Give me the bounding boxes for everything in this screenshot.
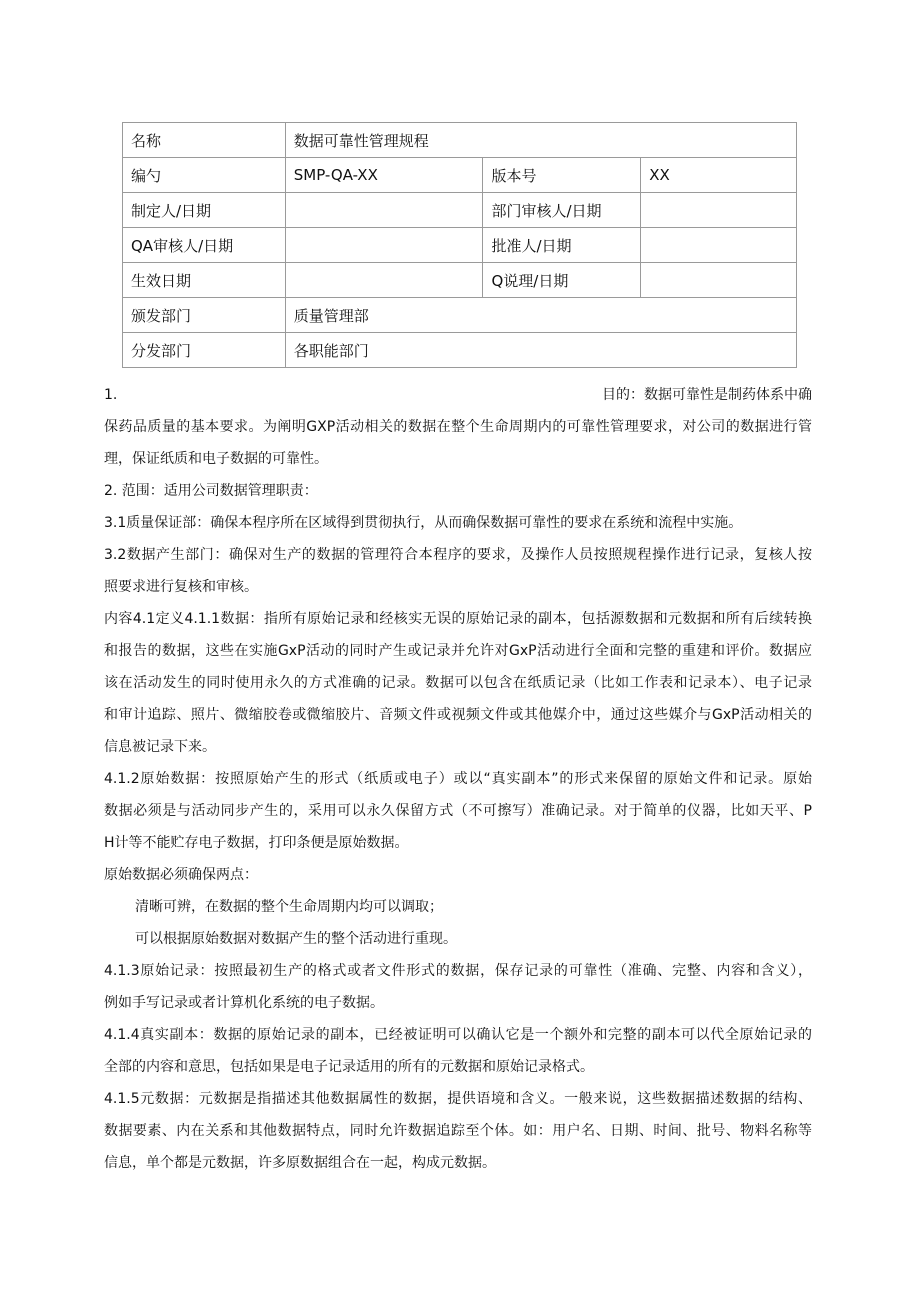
text-line: 3.1质量保证部：确保本程序所在区域得到贯彻执行，从而确保数据可靠性的要求在系统和流程中实施。 — [104, 515, 743, 531]
text-line: 可以根据原始数据对数据产生的整个活动进行重现。 — [135, 931, 457, 947]
field-value — [285, 193, 483, 228]
text-line: 原始数据必须确保两点： — [104, 867, 258, 883]
text-line: 和报告的数据，这些在实施GxP活动的同时产生或记录并允许对GxP活动进行全面和完整的重建和评价。数据应 — [104, 643, 812, 659]
text-line: 数据要素、内在关系和其他数据特点，同时允许数据追踪至个体。如：用户名、日期、时间、批号、物料名称等 — [104, 1123, 812, 1139]
purpose-text: 目的：数据可靠性是制药体系中确 — [602, 387, 812, 403]
table-row — [123, 333, 797, 368]
field-value: 数据可靠性管理规程 — [285, 123, 796, 158]
field-label: 版本号 — [483, 158, 641, 193]
section-1-first-line — [104, 379, 812, 411]
field-label: 部门审核人/日期 — [483, 193, 641, 228]
field-value — [641, 193, 797, 228]
text-line: H计等不能贮存电子数据，打印条便是原始数据。 — [104, 835, 409, 851]
section-number: 1. — [104, 387, 118, 403]
field-label: 颁发部门 — [123, 298, 286, 333]
document-header-table — [122, 122, 797, 368]
text-line: 4.1.4真实副本：数据的原始记录的副本，已经被证明可以确认它是一个额外和完整的副本可以代全原始记录的 — [104, 1027, 812, 1043]
field-value — [641, 228, 797, 263]
text-line: 2. 范围：适用公司数据管理职责： — [104, 483, 318, 499]
field-value — [285, 228, 483, 263]
text-line: 4.1.5元数据：元数据是指描述其他数据属性的数据，提供语境和含义。一般来说，这些数据描述数据的结构、 — [104, 1091, 812, 1107]
field-label: QA审核人/日期 — [123, 228, 286, 263]
field-label: 生效日期 — [123, 263, 286, 298]
text-line: 3.2数据产生部门：确保对生产的数据的管理符合本程序的要求，及操作人员按照规程操作进行记录，复核人按 — [104, 547, 812, 563]
table-row — [123, 298, 797, 333]
field-value: SMP-QA-XX — [285, 158, 483, 193]
field-value: XX — [641, 158, 797, 193]
field-value — [641, 263, 797, 298]
text-line: 4.1.3原始记录：按照最初生产的格式或者文件形式的数据，保存记录的可靠性（准确、完整、内容和含义）， — [104, 963, 812, 979]
table-row — [123, 228, 797, 263]
text-line: 信息被记录下来。 — [104, 739, 216, 755]
text-line: 和审计追踪、照片、微缩胶卷或微缩胶片、音频文件或视频文件或其他媒介中，通过这些媒介与GxP活动相关的 — [104, 707, 812, 723]
field-label: 编勺 — [123, 158, 286, 193]
field-label: 分发部门 — [123, 333, 286, 368]
text-line: 信息，单个都是元数据，许多原数据组合在一起，构成元数据。 — [104, 1155, 496, 1171]
text-line: 全部的内容和意思，包括如果是电子记录适用的所有的元数据和原始记录格式。 — [104, 1059, 594, 1075]
field-label: 名称 — [123, 123, 286, 158]
field-label: Q说理/日期 — [483, 263, 641, 298]
field-value — [285, 263, 483, 298]
table-row — [123, 193, 797, 228]
text-line: 清晰可辨，在数据的整个生命周期内均可以调取； — [135, 899, 443, 915]
field-label: 批准人/日期 — [483, 228, 641, 263]
document-body — [104, 379, 812, 1179]
table-row — [123, 123, 797, 158]
text-line: 理，保证纸质和电子数据的可靠性。 — [104, 451, 328, 467]
field-value: 质量管理部 — [285, 298, 796, 333]
text-line: 数据必须是与活动同步产生的，采用可以永久保留方式（不可擦写）准确记录。对于简单的仪器，比如天平、P — [104, 803, 812, 819]
table-row — [123, 158, 797, 193]
field-value: 各职能部门 — [285, 333, 796, 368]
text-line: 保药品质量的基本要求。为阐明GXP活动相关的数据在整个生命周期内的可靠性管理要求，对公司的数据进行管 — [104, 419, 812, 435]
text-line: 该在活动发生的同时使用永久的方式准确的记录。数据可以包含在纸质记录（比如工作表和记录本）、电子记录 — [104, 675, 812, 691]
field-label: 制定人/日期 — [123, 193, 286, 228]
text-line: 照要求进行复核和审核。 — [104, 579, 258, 595]
table-row — [123, 263, 797, 298]
text-line: 4.1.2原始数据：按照原始产生的形式（纸质或电子）或以“真实副本”的形式来保留的原始文件和记录。原始 — [104, 771, 812, 787]
text-line: 例如手写记录或者计算机化系统的电子数据。 — [104, 995, 384, 1011]
text-line: 内容4.1定义4.1.1数据：指所有原始记录和经核实无误的原始记录的副本，包括源数据和元数据和所有后续转换 — [104, 611, 812, 627]
